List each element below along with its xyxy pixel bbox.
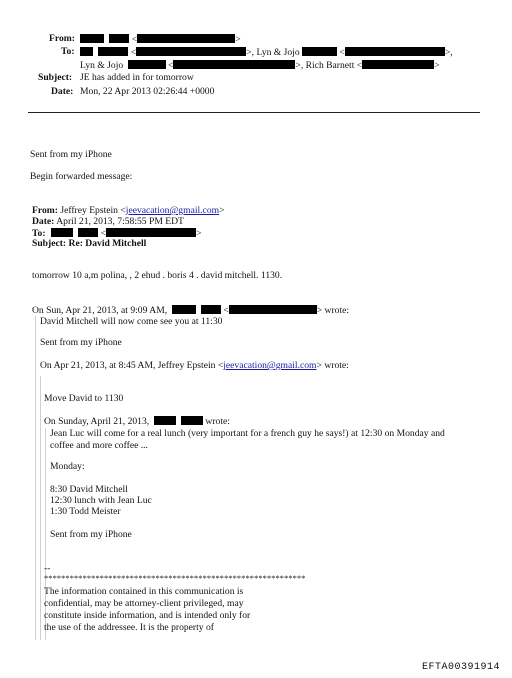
redaction-bar [154, 416, 176, 425]
sent-from-iphone: Sent from my iPhone [30, 149, 112, 160]
signature-dashes: -- [44, 563, 51, 574]
quote2-header [40, 361, 349, 372]
redaction-bar [109, 34, 129, 43]
fwd-subject-value: Re: David Mitchell [68, 238, 147, 249]
redaction-bar [106, 228, 196, 237]
quote3-sched2: 12:30 lunch with Jean Luc [50, 495, 152, 506]
quote3-header-suffix: wrote: [205, 416, 230, 427]
header-divider [28, 112, 480, 113]
outer-to-label: To: [61, 46, 75, 57]
quote3-monday: Monday: [50, 461, 85, 472]
outer-to-name3: , Rich Barnett [300, 60, 355, 71]
quote1-header: On Sun, Apr 21, 2013, at 9:09 AM, < > wrote: [32, 305, 350, 316]
fwd-date-label: Date: [32, 216, 55, 227]
outer-subject-value: JE has added in for tomorrow [80, 72, 194, 83]
quote1-header-suffix: > wrote: [316, 305, 350, 316]
fwd-from-name: Jeffrey Epstein < [60, 205, 126, 216]
disclaimer-line4: the use of the addressee. It is the property of [44, 622, 214, 633]
redaction-bar [137, 34, 235, 43]
quote2-header-suffix: > wrote: [316, 360, 349, 371]
quote3-sent-from: Sent from my iPhone [50, 529, 132, 540]
redaction-bar [98, 47, 128, 56]
outer-from-value: < > [80, 34, 241, 46]
fwd-subject-label: Subject: [32, 238, 67, 249]
quote1-sent-from: Sent from my iPhone [40, 337, 122, 348]
quote2-header-prefix: On Apr 21, 2013, at 8:45 AM, Jeffrey Epstein < [40, 360, 224, 371]
redaction-bar [181, 416, 203, 425]
outer-to-name2: Lyn & Jojo [80, 60, 124, 71]
fwd-to-line: To: < > [32, 228, 202, 239]
fwd-date-value: April 21, 2013, 7:58:55 PM EDT [56, 216, 184, 227]
fwd-to-label: To: [32, 228, 46, 239]
fwd-from-email[interactable]: jeevacation@gmail.com [125, 205, 220, 216]
redaction-bar [229, 305, 317, 314]
quote3-header [44, 416, 230, 428]
redaction-bar [128, 60, 166, 69]
bates-number: EFTA00391914 [422, 662, 501, 673]
quote2-email[interactable]: jeevacation@gmail.com [223, 360, 317, 371]
redaction-bar [173, 60, 295, 69]
outer-to-name1: , Lyn & Jojo [251, 47, 300, 58]
begin-forwarded: Begin forwarded message: [30, 171, 133, 182]
redaction-bar [80, 34, 104, 43]
quote3-header-prefix: On Sunday, April 21, 2013, [44, 416, 150, 427]
quote3-line1: Jean Luc will come for a real lunch (very important for a french guy he says!) at 12:30 on Monday and [50, 428, 445, 439]
quote-bar-1 [35, 316, 36, 640]
outer-date-label: Date: [51, 86, 74, 97]
quote3-sched1: 8:30 David Mitchell [50, 484, 128, 495]
redaction-bar [172, 305, 196, 314]
redaction-bar [201, 305, 221, 314]
outer-from-label: From: [49, 33, 75, 44]
quote1-line1: David Mitchell will now come see you at 11:30 [40, 316, 223, 327]
fwd-from-label: From: [32, 205, 58, 216]
quote3-sched3: 1:30 Todd Meister [50, 506, 121, 517]
outer-date-value: Mon, 22 Apr 2013 02:26:44 +0000 [80, 86, 215, 97]
fwd-from-close: > [219, 205, 225, 216]
message-text: tomorrow 10 a,m polina, , 2 ehud . boris 4 . david mitchell. 1130. [32, 270, 283, 281]
disclaimer-stars: ************************************************************* [44, 574, 306, 583]
fwd-subject-line [32, 239, 146, 250]
redaction-bar [51, 228, 73, 237]
quote3-line2: coffee and more coffee ... [50, 440, 148, 451]
redaction-bar [302, 47, 337, 56]
quote-bar-2 [40, 376, 41, 640]
fwd-from-line [32, 206, 225, 217]
disclaimer-line3: constitute inside information, and is intended only for [44, 610, 251, 621]
fwd-date-line [32, 217, 184, 228]
redaction-bar [80, 47, 93, 56]
redaction-bar [345, 47, 445, 56]
disclaimer-line1: The information contained in this communication is [44, 586, 244, 597]
outer-subject-label: Subject: [38, 72, 73, 83]
redaction-bar [362, 60, 434, 69]
outer-to-value-line1: < >, Lyn & Jojo < >, [80, 47, 453, 59]
redaction-bar [136, 47, 246, 56]
quote2-line1: Move David to 1130 [44, 393, 124, 404]
redaction-bar [78, 228, 98, 237]
outer-to-value-line2: Lyn & Jojo < >, Rich Barnett < > [80, 60, 440, 71]
disclaimer-line2: confidential, may be attorney-client privileged, may [44, 598, 244, 609]
quote1-header-prefix: On Sun, Apr 21, 2013, at 9:09 AM, [32, 305, 168, 316]
